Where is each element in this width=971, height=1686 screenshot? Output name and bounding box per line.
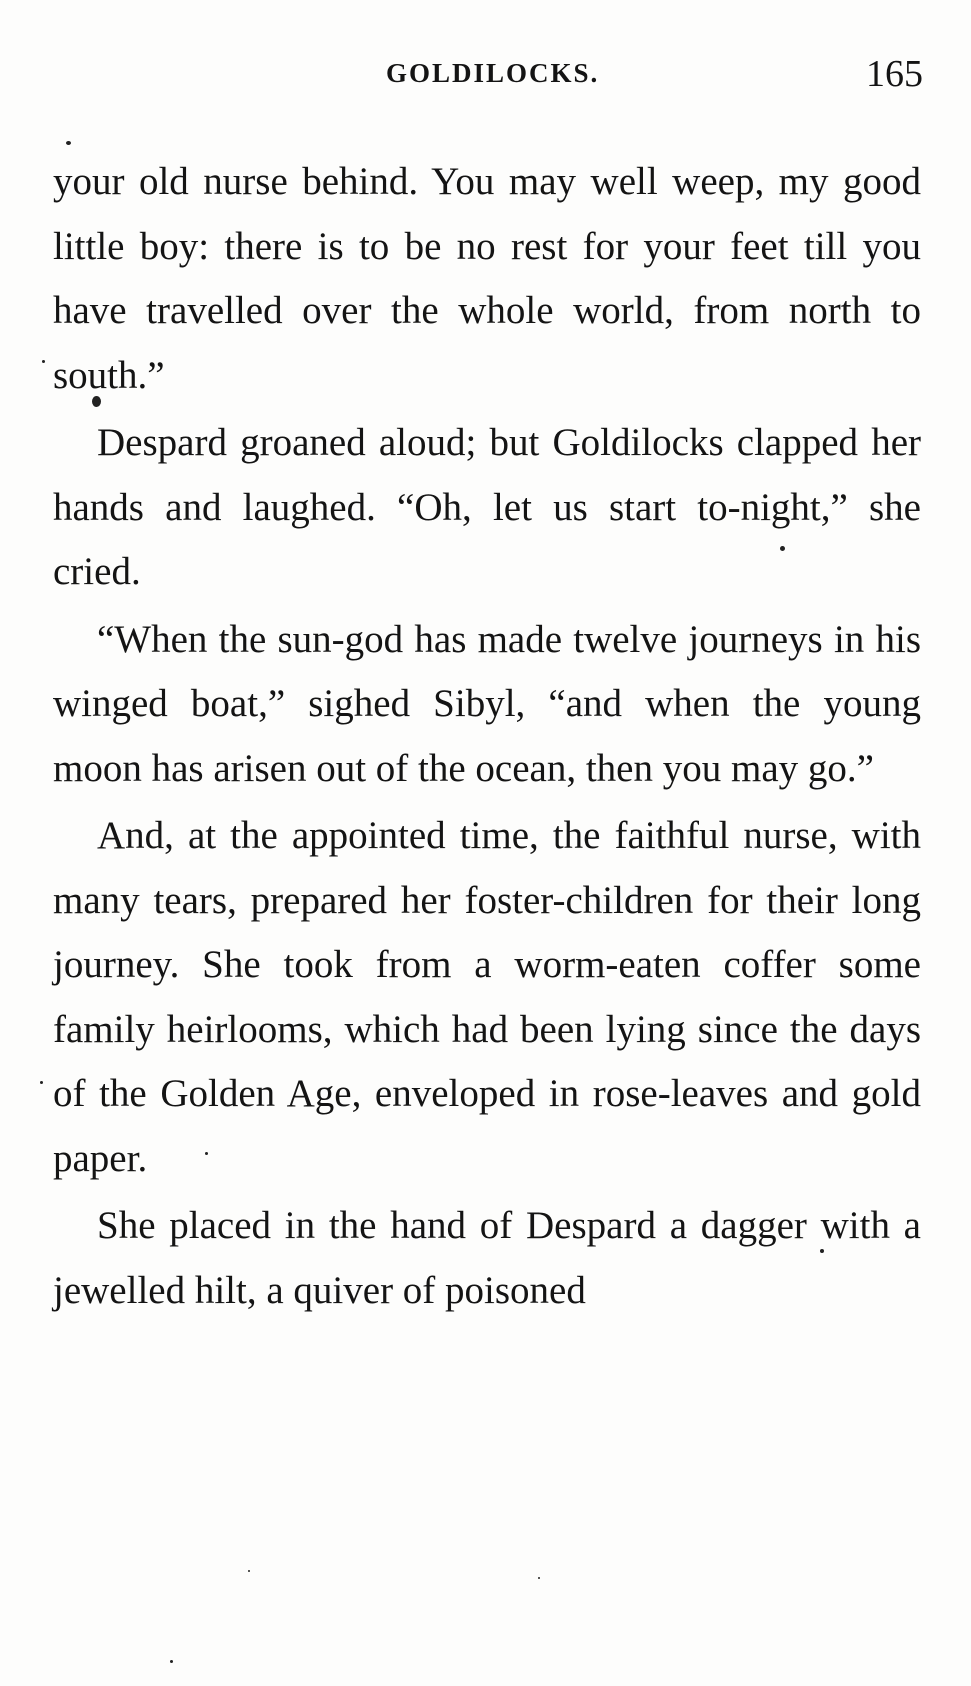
paragraph-continued: your old nurse behind. You may well weep, my good little boy: there is to be no rest for your feet till you have travelled over the whole world, from north to south.” [53,160,921,397]
paragraph: And, at the appointed time, the faithful nurse, with many tears, prepared her foster-children for their long journey. She took from a worm-eaten coffer some family heirlooms, which had been lying since the days of the Golden Age, enveloped in rose-leaves and gold paper. [53,814,921,1180]
paragraph: Despard groaned aloud; but Goldilocks clapped her hands and laughed. “Oh, let us start to-night,” she cried. [53,421,921,593]
paragraph: “When the sun-god has made twelve journeys in his winged boat,” sighed Sibyl, “and when the young moon has arisen out of the ocean, then you may go.” [53,617,921,790]
paragraph: She placed in the hand of Despard a dagger with a jewelled hilt, a quiver of poisoned [53,1204,921,1312]
ink-speck [780,546,785,551]
ink-speck [820,1249,824,1253]
ink-speck [170,1660,173,1663]
ink-speck [92,396,101,407]
running-title: GOLDILOCKS. [386,58,600,88]
ink-speck [205,1152,208,1155]
ink-speck [538,1577,540,1579]
ink-speck [42,360,45,363]
running-header [0,52,971,96]
page-number: 165 [866,53,923,95]
ink-speck [40,1081,43,1084]
ink-speck [248,1570,250,1572]
ink-speck [66,141,71,145]
body-text [53,150,921,1326]
